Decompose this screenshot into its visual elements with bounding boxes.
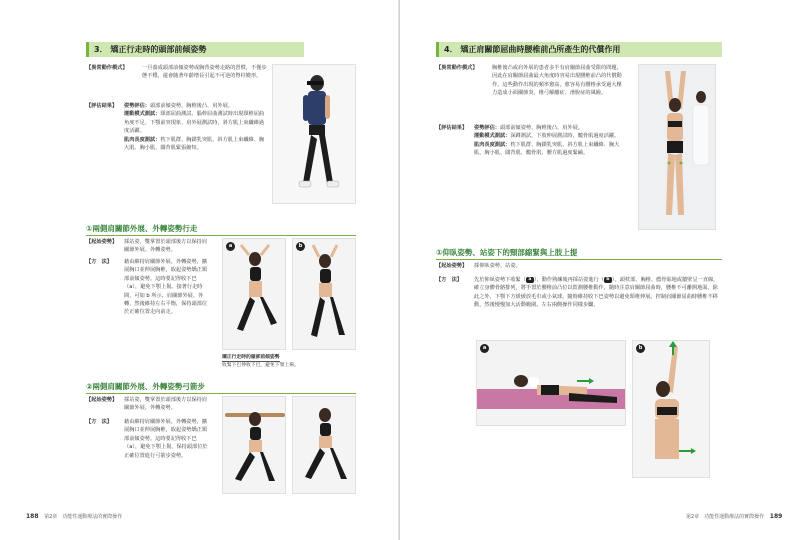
- motion-text: 深蹲測試，下肢伸展測試時，髖骨肌過度活躍。: [510, 133, 620, 140]
- right-footer: [686, 513, 786, 520]
- page-number: 188: [26, 513, 39, 520]
- start-text: 採站姿，雙掌置於頭部後方以保持肩關節外展、外轉姿勢。: [124, 397, 208, 412]
- motion-label: 運動模式測試：: [124, 111, 161, 118]
- method-text: 藉由維持肩關節外展、外轉姿勢，擴展胸口並伸展胸椎，取起姿勢矯正頸部前傾姿勢。這時要記得收下巴（a），避免下顎上揚。接著行走時間，可如 b 所示，肩關節外展、外轉，然後維持左右平衡，保持頭部位於正確位置走向前走。: [124, 259, 208, 316]
- left-page: [0, 0, 399, 540]
- chapter-label: 第2章 功能性運動療法的實際操作: [686, 514, 765, 520]
- start-text: 採站姿，雙掌置於頭部後方以保持肩關節外展、外轉姿勢。: [124, 239, 208, 254]
- ref-b-icon: b: [604, 277, 612, 283]
- method-label: 【方 法】: [436, 277, 462, 283]
- assess-intro-label: 姿勢評估：: [124, 103, 150, 109]
- arm-raise-photo: [638, 64, 716, 230]
- sub2-photo-b: [292, 396, 356, 494]
- motion-label: 運動模式測試：: [474, 133, 511, 140]
- ref-a-icon: a: [526, 277, 534, 283]
- method-text-3: ）。頭枕部、胸椎、薦骨貼地或牆壁呈一直線，確立身體骨骼排列，將手置於腰椎前凸位以監測腰椎動作，隨時注意肩關節屈曲時，腰椎不可離開地面。除此之外，下顎下方緩緩放毛巾或小氣球，隨時維持收下巴姿勢以避免頸椎伸展。控制肩關節屈曲時腰椎不移動，然後慢慢加大活動範圍。左右兩側操作同樣步驟。: [474, 277, 719, 309]
- abnormal-text: 一旦養成頭部前傾姿勢或胸背姿勢走路的習慣，不僅步態不穩，還會隨著年齡增長引起不可逆的脊柱變形。: [142, 65, 267, 80]
- muscle-text: 枕下肌群、胸鎖乳突肌、斜方肌上束纖維、胸大肌、胸小肌、闊背肌、髖骨肌、腰方肌過度緊繃。: [474, 141, 620, 157]
- left-footer: [22, 513, 122, 520]
- motion-text: 頸部屈曲測試、腦幹屈曲測試時出現頸椎屈曲角度不足、下顎前突現象、肩外展測試時，斜方肌上束纖維過度活躍。: [124, 111, 265, 135]
- tag-a: a: [480, 344, 489, 353]
- sub1-title: ①兩側肩關節外展、外轉姿勢行走: [86, 222, 356, 236]
- tag-a: a: [226, 242, 235, 251]
- method-label: 【方 法】: [86, 419, 112, 425]
- start-label: 【起始姿勢】: [436, 263, 468, 269]
- section4-title: 4． 矯正肩關節屈曲時腰椎前凸所產生的代償作用: [436, 42, 722, 57]
- sub1-photo-a: [222, 238, 286, 350]
- muscle-text: 枕下肌群、胸鎖乳突肌、斜方肌上束纖維、胸大肌、胸小肌、闊背肌緊張縮短。: [124, 136, 265, 152]
- caption-title: 矯正行走時的頭部前傾姿勢: [222, 355, 280, 360]
- sub1-caption: [222, 354, 356, 369]
- abnormal-label: 【異常動作模式】: [86, 65, 128, 71]
- assess-label: 【評估結果】: [436, 125, 468, 131]
- sub2-title: ②兩側肩關節外展、外轉姿勢弓箭步: [86, 380, 356, 394]
- abnormal-label: 【異常動作模式】: [436, 65, 478, 71]
- sub1-photo-b: [292, 238, 356, 350]
- assess-label: 【評估結果】: [86, 103, 118, 109]
- assess-intro-label: 姿勢評估：: [474, 125, 500, 131]
- method-label: 【方 法】: [86, 259, 112, 265]
- page-number: 189: [769, 513, 783, 520]
- tag-b: b: [296, 242, 305, 251]
- method-text: 藉由維持肩關節外展、外轉姿勢，擴展胸口並伸展胸椎，取起姿勢矯正頸部前傾姿勢。這時要記得收下巴（a），避免下顎上揚，保持頭部位於正確位置進行弓箭步姿勢。: [124, 419, 208, 459]
- assess-intro-text: 頭部前傾姿勢、胸椎後凸、肩外展。: [499, 125, 583, 131]
- start-label: 【起始姿勢】: [86, 397, 118, 403]
- lying-photo-a: [476, 340, 626, 426]
- tag-b: b: [636, 344, 645, 353]
- walking-man-photo: [272, 64, 356, 204]
- start-label: 【起始姿勢】: [86, 239, 118, 245]
- section3-title: 3． 矯正行走時的頭部前傾姿勢: [86, 42, 304, 57]
- abnormal-text: 胸椎後凸或肩外展的患者多半有肩關節屈曲受限的問題，因此在肩關節屈曲最大角度時容易出現腰椎前凸的代償動作，這些動作出現的頻率愈高，愈容易有腰椎承受過大壓力造成小面關節炎、椎弓解離症、滑脫症的風險。: [492, 65, 622, 97]
- sub2-photo-a: [222, 396, 286, 494]
- method-text-2: ），動作熟練後再採站姿進行（: [533, 277, 604, 283]
- muscle-label: 肌肉長度測試：: [124, 136, 161, 143]
- chapter-label: 第2章 功能性運動療法的實際操作: [44, 514, 123, 520]
- standing-photo-b: [632, 340, 710, 478]
- caption-text: 收緊下巴伸收下巴，避免下顎上揚。: [222, 363, 299, 368]
- muscle-label: 肌肉長度測試：: [474, 141, 511, 148]
- method-text-1: 先於仰臥姿勢下收緊（: [474, 277, 526, 283]
- start-text: 採仰臥姿勢、站姿。: [474, 263, 521, 269]
- sub1-title: ①仰臥姿勢、站姿下的頸部縮緊與上肢上提: [436, 246, 722, 260]
- right-page: [400, 0, 799, 540]
- assess-intro-text: 頭部前傾姿勢、胸椎後凸、肩外展。: [149, 103, 233, 109]
